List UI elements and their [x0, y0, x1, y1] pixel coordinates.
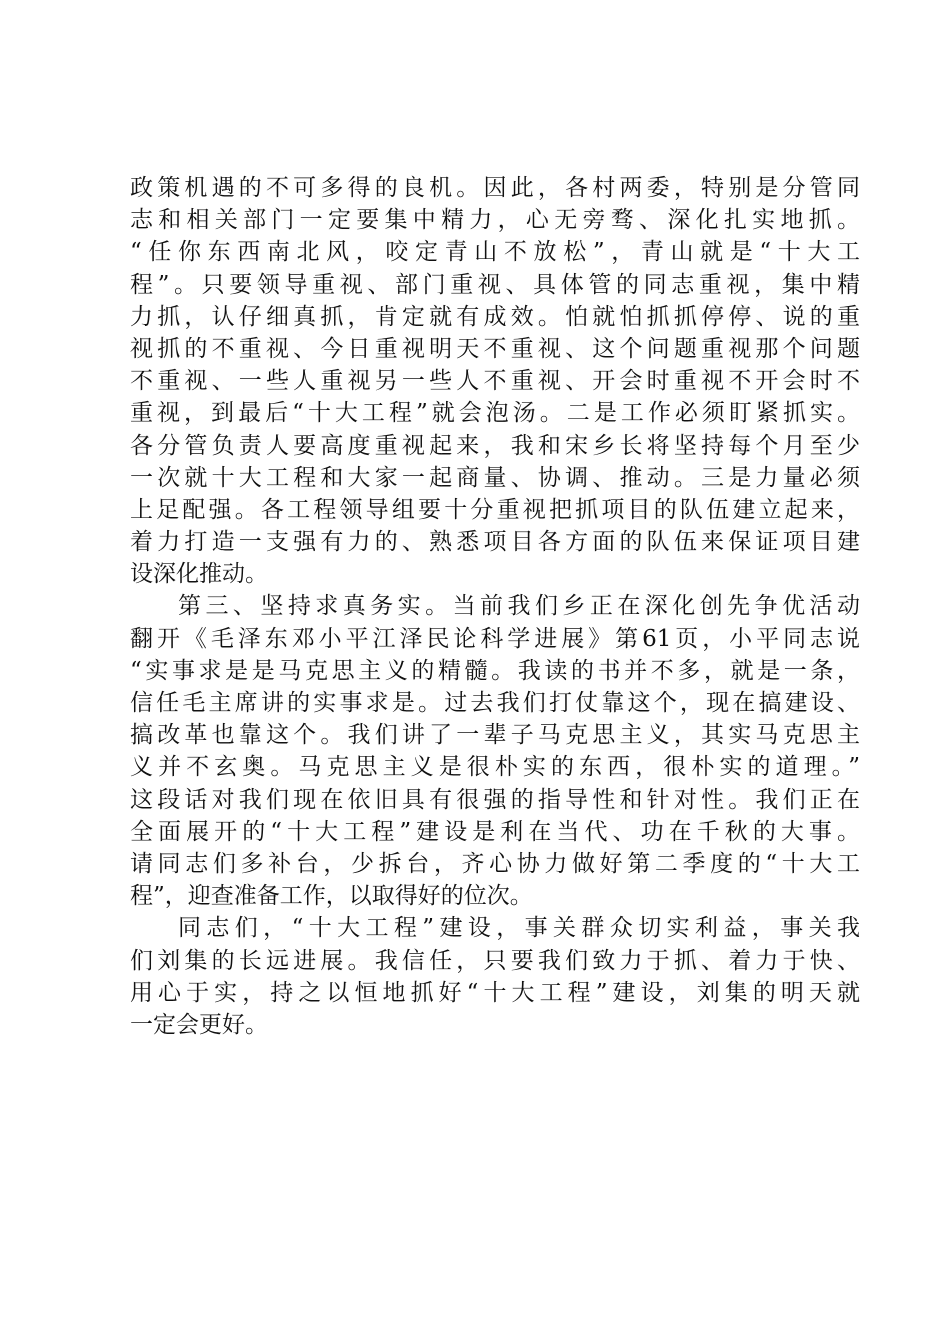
text-line: 力抓，认仔细真抓，肯定就有成效。怕就怕抓抓停停、说的重 — [130, 303, 860, 330]
text-line: 请同志们多补台，少拆台，齐心协力做好第二季度的“十大工 — [130, 850, 860, 877]
text-line: 程”。只要领导重视、部门重视、具体管的同志重视，集中精 — [130, 271, 860, 298]
text-line: 重视，到最后“十大工程”就会泡汤。二是工作必须盯紧抓实。 — [130, 400, 860, 427]
text-line: 搞改革也靠这个。我们讲了一辈子马克思主义，其实马克思主 — [130, 722, 860, 749]
text-line: 义并不玄奥。马克思主义是很朴实的东西，很朴实的道理。” — [130, 754, 860, 781]
text-line: 第三、坚持求真务实。当前我们乡正在深化创先争优活动 — [178, 593, 860, 620]
text-line: 这段话对我们现在依旧具有很强的指导性和针对性。我们正在 — [130, 786, 860, 813]
text-line: 用心于实，持之以恒地抓好“十大工程”建设，刘集的明天就 — [130, 979, 860, 1006]
text-line: 上足配强。各工程领导组要十分重视把抓项目的队伍建立起来， — [130, 496, 860, 523]
text-line: 不重视、一些人重视另一些人不重视、开会时重视不开会时不 — [130, 368, 860, 395]
text-line: 信任毛主席讲的实事求是。过去我们打仗靠这个，现在搞建设、 — [130, 690, 860, 716]
text-line: 着力打造一支强有力的、熟悉项目各方面的队伍来保证项目建 — [130, 529, 860, 556]
text-line: 同志们，“十大工程”建设，事关群众切实利益，事关我 — [178, 915, 860, 942]
text-line: 视抓的不重视、今日重视明天不重视、这个问题重视那个问题 — [130, 335, 860, 362]
text-line: 志和相关部门一定要集中精力，心无旁骛、深化扎实地抓。 — [130, 207, 860, 234]
text-line: 各分管负责人要高度重视起来，我和宋乡长将坚持每个月至少 — [130, 432, 860, 459]
text-line: “任你东西南北风，咬定青山不放松”，青山就是“十大工 — [130, 239, 860, 266]
text-line: 程”，迎查准备工作，以取得好的位次。 — [130, 883, 533, 910]
text-line: 一次就十大工程和大家一起商量、协调、推动。三是力量必须 — [130, 464, 860, 491]
text-line: 一定会更好。 — [130, 1011, 268, 1038]
text-line: 翻开《毛泽东邓小平江泽民论科学进展》第61页，小平同志说 — [130, 625, 860, 652]
text-line: “实事求是是马克思主义的精髓。我读的书并不多，就是一条， — [130, 657, 860, 684]
text-line: 全面展开的“十大工程”建设是利在当代、功在千秋的大事。 — [130, 818, 860, 845]
text-line: 设深化推动。 — [130, 561, 268, 588]
body-text — [130, 172, 860, 1041]
text-line: 们刘集的长远进展。我信任，只要我们致力于抓、着力于快、 — [130, 947, 860, 974]
text-line: 政策机遇的不可多得的良机。因此，各村两委，特别是分管同 — [130, 175, 860, 201]
